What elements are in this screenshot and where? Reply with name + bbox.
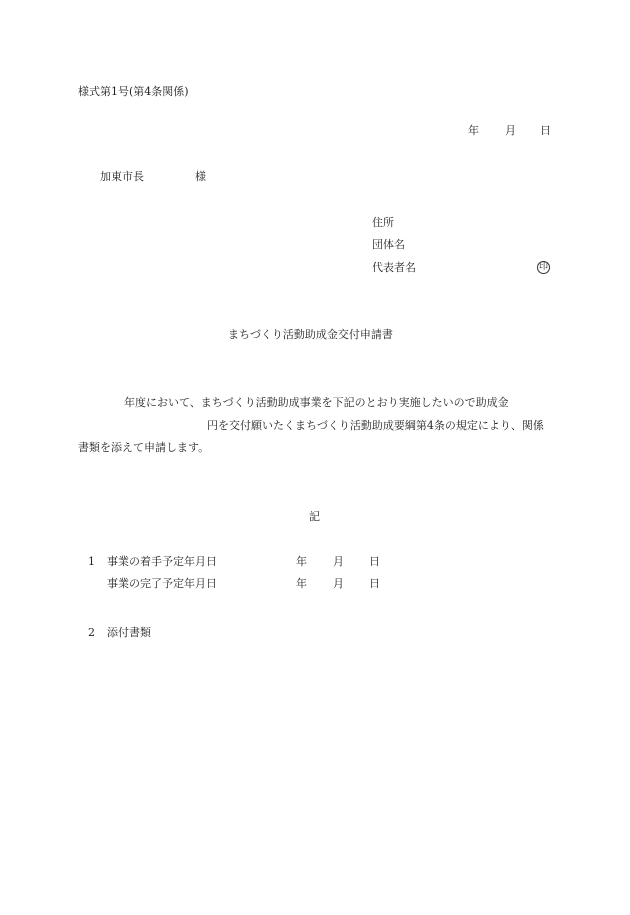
ki-heading: 記 [309, 510, 320, 523]
applicant-address-label: 住所 [372, 216, 394, 229]
end-year-label: 年 [296, 577, 307, 590]
start-year-label: 年 [296, 555, 307, 568]
body-line-2: 円を交付願いたくまちづくり活動助成要綱第4条の規定により、関係 [207, 419, 544, 432]
body-line-1: 年度において、まちづくり活動助成事業を下記のとおり実施したいので助成金 [124, 396, 509, 409]
seal-mark-icon: 印 [538, 262, 548, 272]
date-year-label: 年 [468, 124, 479, 137]
item-number: 2 [88, 626, 95, 639]
start-date-label: 事業の着手予定年月日 [107, 555, 217, 568]
date-day-label: 日 [540, 124, 551, 137]
attachments-label: 添付書類 [107, 626, 151, 639]
end-month-label: 月 [333, 577, 344, 590]
addressee-honorific: 様 [195, 170, 206, 183]
applicant-rep-label: 代表者名 [372, 261, 416, 274]
start-month-label: 月 [333, 555, 344, 568]
end-date-label: 事業の完了予定年月日 [107, 577, 217, 590]
document-title: まちづくり活動助成金交付申請書 [228, 328, 393, 341]
date-month-label: 月 [505, 124, 516, 137]
body-line-3: 書類を添えて申請します。 [78, 441, 210, 454]
end-day-label: 日 [369, 577, 380, 590]
item-number: 1 [88, 555, 95, 568]
applicant-org-label: 団体名 [372, 238, 405, 251]
start-day-label: 日 [369, 555, 380, 568]
addressee-name: 加東市長 [100, 170, 144, 183]
form-number-label: 様式第1号(第4条関係) [78, 85, 189, 98]
